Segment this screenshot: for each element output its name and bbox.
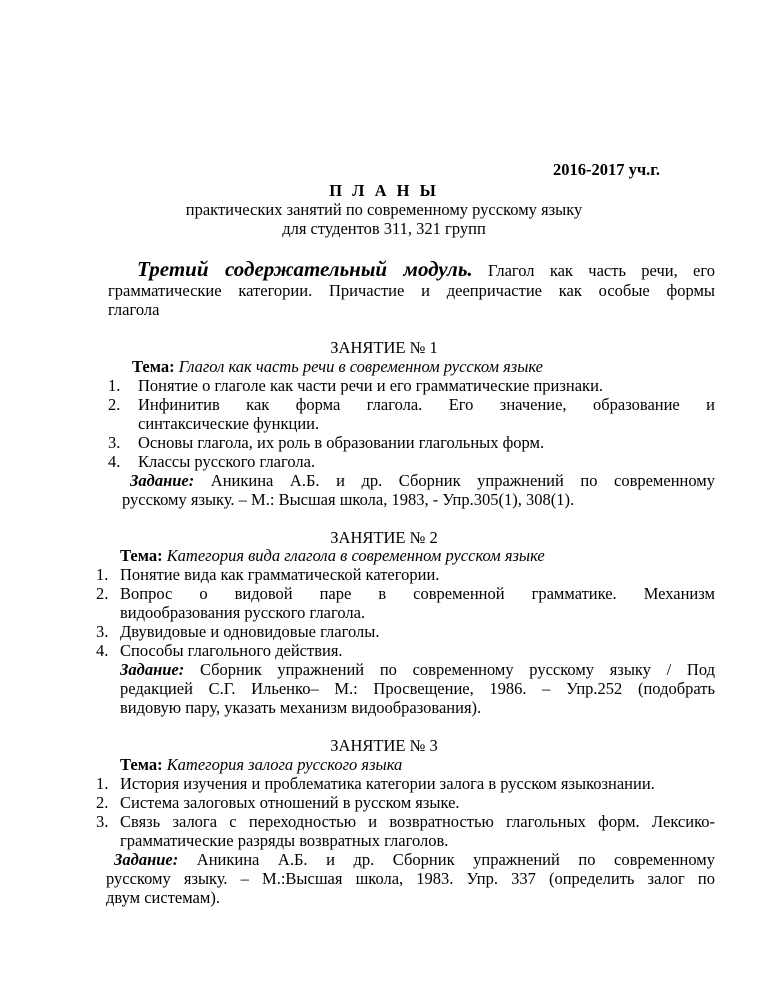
list-item-number: 2.: [96, 793, 109, 812]
list-item-number: 1.: [96, 565, 109, 584]
topic-label: Тема:: [132, 357, 175, 376]
lesson-2-task-continuation: видовую пару, указать механизм видообразования).: [120, 698, 482, 717]
intro-line-3: глагола: [108, 300, 160, 319]
list-item: Понятие о глаголе как части речи и его грамматические признаки.: [138, 376, 604, 395]
lesson-1-task: [130, 471, 715, 491]
task-text: Аникина А.Б. и др. Сборник упражнений по современному: [196, 850, 715, 869]
subtitle-line-2: для студентов 311, 321 групп: [282, 219, 486, 238]
list-item: История изучения и проблематика категории залога в русском языкознании.: [120, 774, 655, 793]
list-item: Классы русского глагола.: [138, 452, 316, 471]
lesson-3-title: ЗАНЯТИЕ № 3: [330, 736, 438, 755]
list-item-number: 1.: [108, 376, 121, 395]
list-item: Система залоговых отношений в русском языке.: [120, 793, 460, 812]
task-text: Аникина А.Б. и др. Сборник упражнений по современному: [210, 471, 715, 490]
intro-first-line: [137, 257, 715, 283]
list-item: Основы глагола, их роль в образовании глагольных форм.: [138, 433, 545, 452]
list-item: Инфинитив как форма глагола. Его значение, образование и: [138, 395, 715, 414]
list-item-number: 3.: [108, 433, 121, 452]
list-item-number: 4.: [108, 452, 121, 471]
task-label: Задание:: [120, 660, 185, 679]
list-item-number: 3.: [96, 812, 109, 831]
topic-label: Тема:: [120, 755, 163, 774]
task-label: Задание:: [114, 850, 179, 869]
list-item-number: 4.: [96, 641, 109, 660]
academic-year: 2016-2017 уч.г.: [553, 160, 661, 179]
lesson-1-topic: [132, 357, 543, 377]
list-item-continuation: синтаксические функции.: [138, 414, 320, 433]
list-item-number: 3.: [96, 622, 109, 641]
lesson-1-task-continuation: русскому языку. – М.: Высшая школа, 1983, - Упр.305(1), 308(1).: [122, 490, 575, 509]
list-item: Понятие вида как грамматической категории.: [120, 565, 440, 584]
task-text: Сборник упражнений по современному русскому языку / Под: [199, 660, 715, 679]
lesson-2-task: [120, 660, 715, 680]
lesson-2-title: ЗАНЯТИЕ № 2: [330, 528, 438, 547]
list-item: Вопрос о видовой паре в современной грамматике. Механизм: [120, 584, 715, 603]
plans-title: П Л А Н Ы: [329, 181, 439, 200]
topic-text: Категория залога русского языка: [166, 755, 403, 774]
topic-text: Глагол как часть речи в современном русском языке: [178, 357, 544, 376]
lesson-2-topic: [120, 546, 545, 566]
lesson-3-topic: [120, 755, 402, 775]
list-item: Двувидовые и одновидовые глаголы.: [120, 622, 380, 641]
lesson-3-task-continuation: русскому языку. – М.:Высшая школа, 1983. Упр. 337 (определить залог по: [106, 869, 715, 888]
list-item: Связь залога с переходностью и возвратностью глагольных форм. Лексико-: [120, 812, 715, 831]
list-item-number: 2.: [96, 584, 109, 603]
list-item-number: 1.: [96, 774, 109, 793]
module-heading: Третий содержательный модуль.: [137, 257, 473, 281]
lesson-2-task-continuation: редакцией С.Г. Ильенко– М.: Просвещение, 1986. – Упр.252 (подобрать: [120, 679, 715, 698]
topic-text: Категория вида глагола в современном русском языке: [166, 546, 545, 565]
topic-label: Тема:: [120, 546, 163, 565]
lesson-1-title: ЗАНЯТИЕ № 1: [330, 338, 438, 357]
list-item-continuation: грамматические разряды возвратных глаголов.: [120, 831, 449, 850]
subtitle-line-1: практических занятий по современному русскому языку: [185, 200, 583, 219]
list-item-continuation: видообразования русского глагола.: [120, 603, 366, 622]
task-label: Задание:: [130, 471, 195, 490]
list-item-number: 2.: [108, 395, 121, 414]
lesson-3-task: [114, 850, 715, 870]
lesson-3-task-continuation: двум системам).: [106, 888, 220, 907]
intro-line-1-rest: Глагол как часть речи, его: [488, 261, 715, 280]
list-item: Способы глагольного действия.: [120, 641, 343, 660]
intro-line-2: грамматические категории. Причастие и деепричастие как особые формы: [108, 281, 715, 300]
